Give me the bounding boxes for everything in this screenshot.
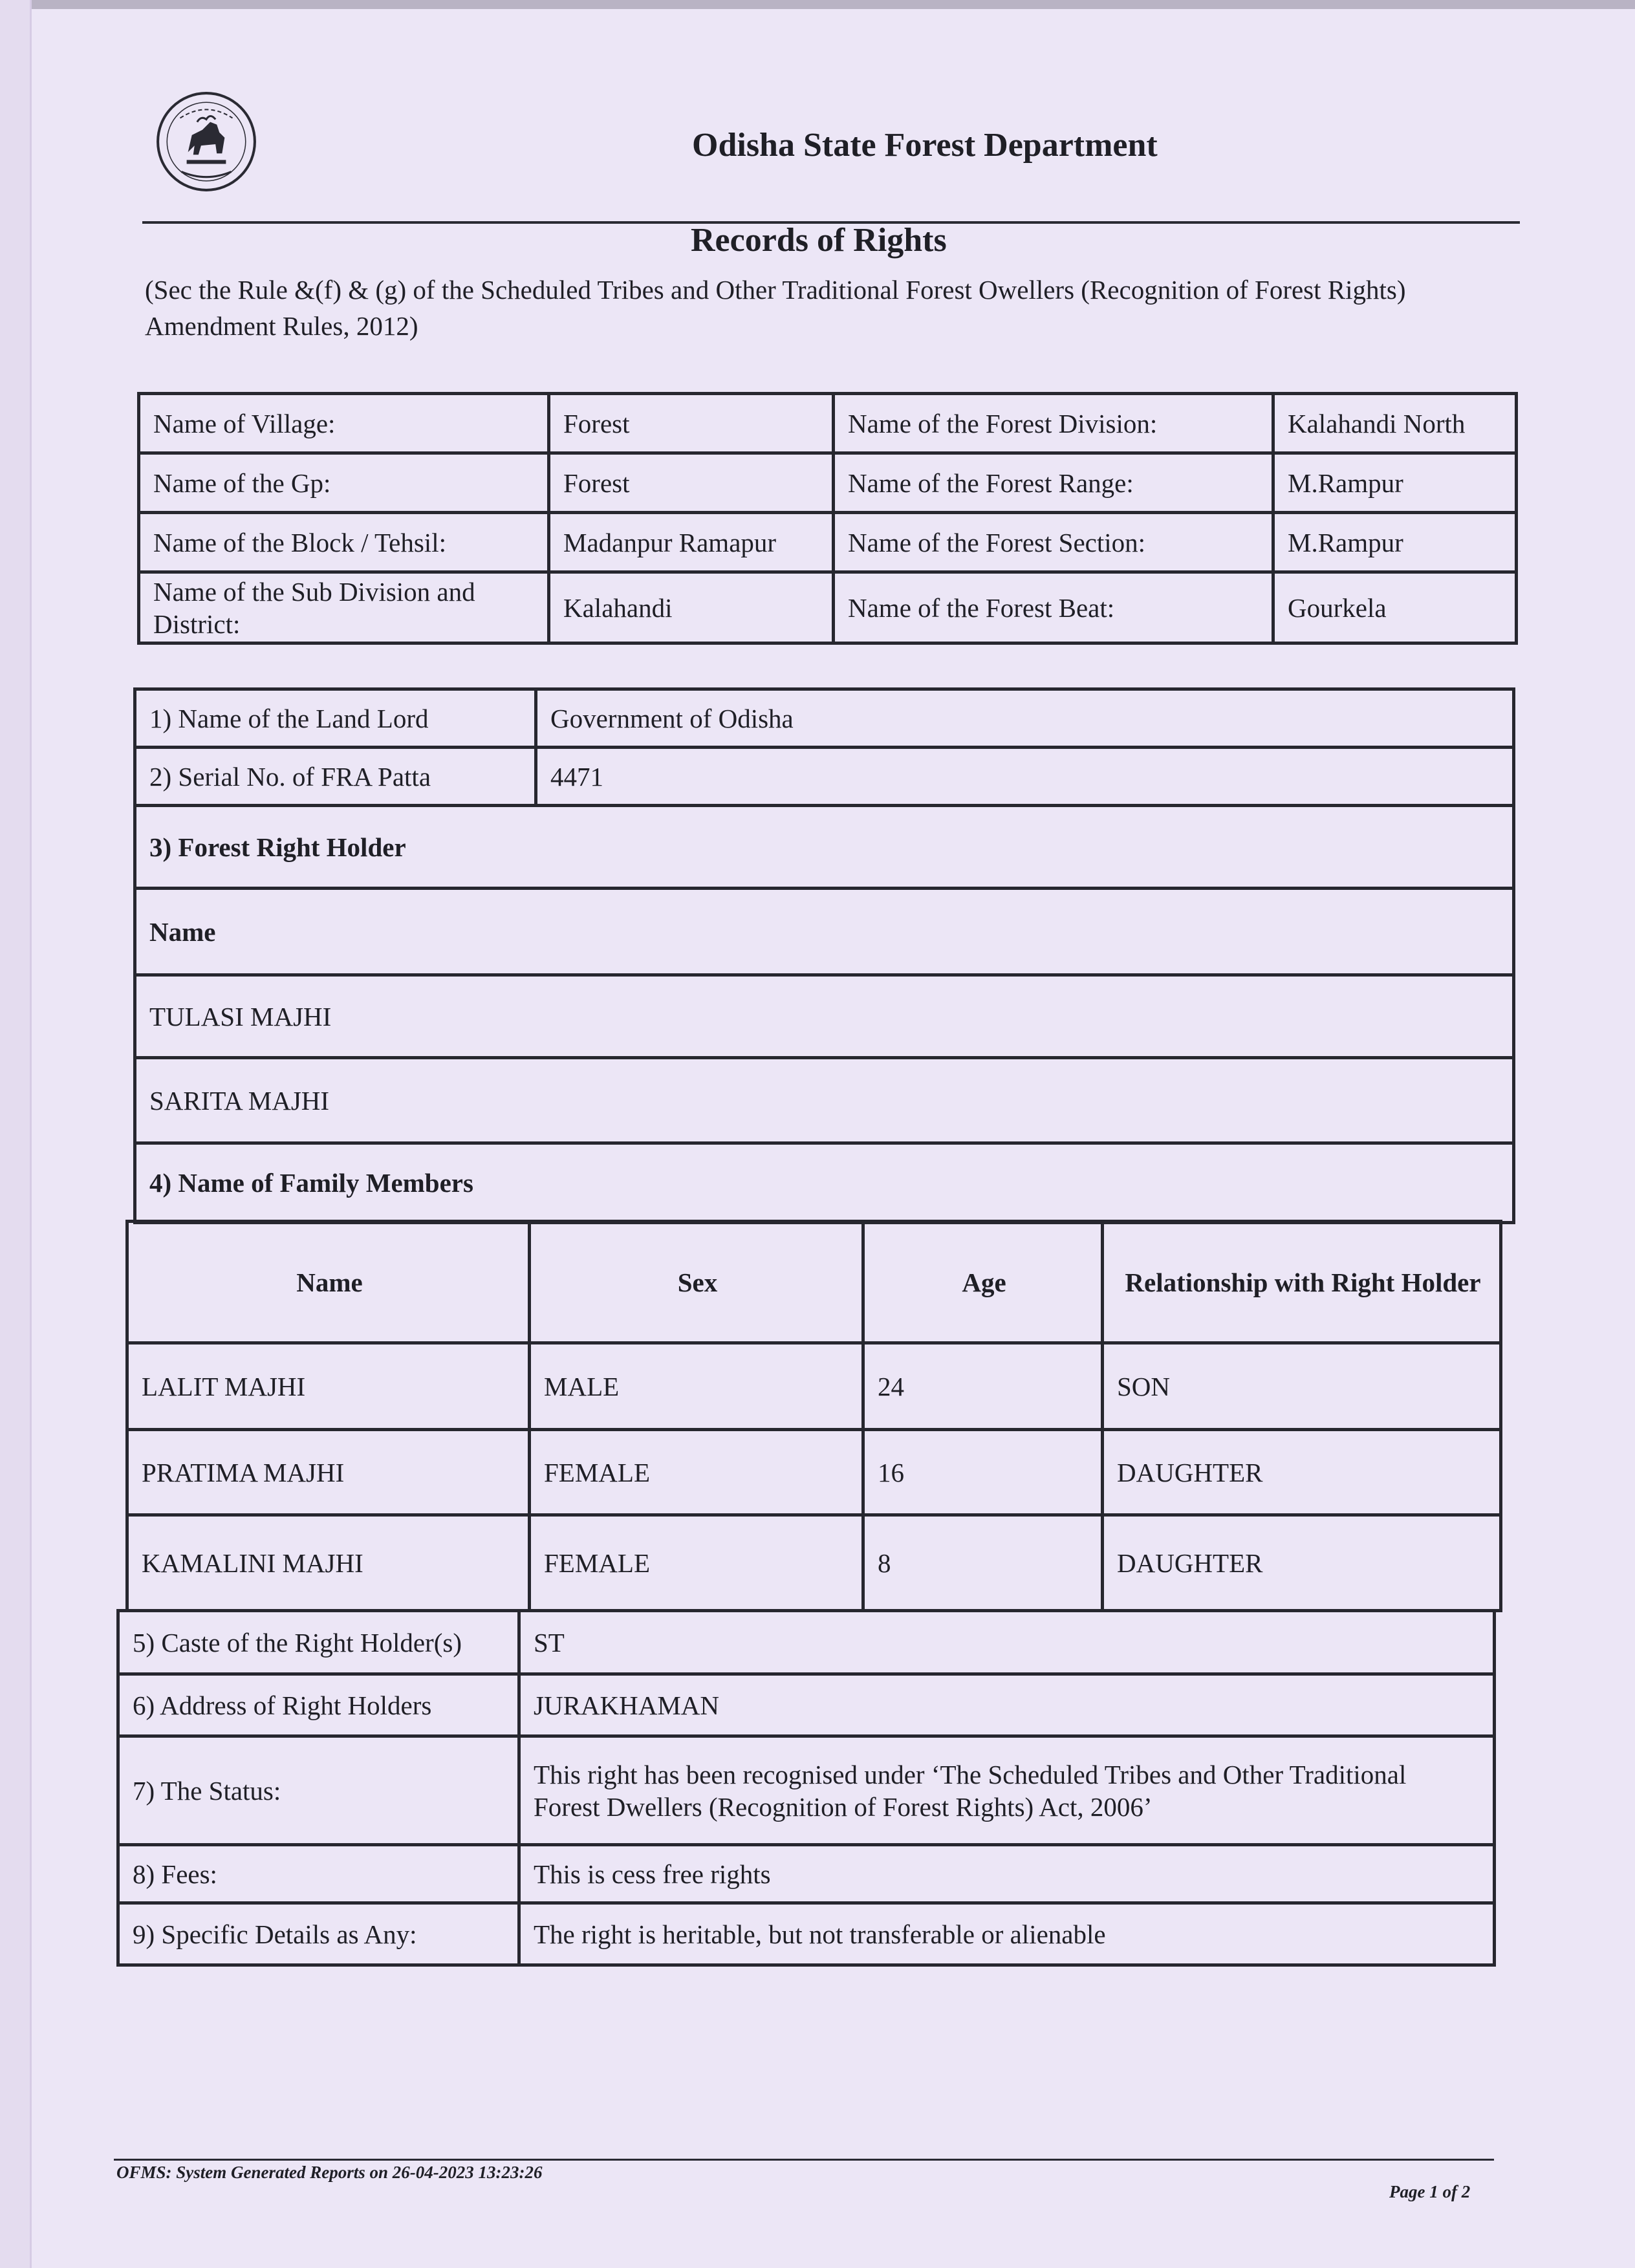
- table-row: [135, 975, 1514, 1058]
- table-row: [135, 806, 1514, 889]
- section-value: M.Rampur: [1273, 513, 1517, 572]
- table-row: [135, 689, 1514, 748]
- family-header-sex: Sex: [530, 1222, 863, 1343]
- table-row: [118, 1845, 1495, 1903]
- member-age: 24: [863, 1343, 1103, 1430]
- family-header-age: Age: [863, 1222, 1103, 1343]
- beat-label: Name of the Forest Beat:: [834, 572, 1273, 643]
- member-sex: MALE: [530, 1343, 863, 1430]
- specific-details-value: The right is heritable, but not transferable or alienable: [519, 1903, 1495, 1965]
- gp-label: Name of the Gp:: [139, 453, 549, 513]
- table-row: [127, 1430, 1501, 1515]
- page-number: Page 1 of 2: [1389, 2182, 1471, 2201]
- serial-label: 2) Serial No. of FRA Patta: [135, 748, 536, 806]
- table-row: [139, 572, 1517, 643]
- member-name: KAMALINI MAJHI: [127, 1515, 530, 1611]
- member-name: PRATIMA MAJHI: [127, 1430, 530, 1515]
- range-value: M.Rampur: [1273, 453, 1517, 513]
- page-left-edge: [0, 0, 32, 2268]
- location-table: [137, 392, 1518, 645]
- table-row: [118, 1674, 1495, 1736]
- footer-divider: [114, 2159, 1494, 2161]
- member-age: 8: [863, 1515, 1103, 1611]
- caste-value: ST: [519, 1611, 1495, 1674]
- member-age: 16: [863, 1430, 1103, 1515]
- table-row: [139, 394, 1517, 453]
- family-members-table: [125, 1220, 1502, 1612]
- member-sex: FEMALE: [530, 1430, 863, 1515]
- table-row: [127, 1343, 1501, 1430]
- division-label: Name of the Forest Division:: [834, 394, 1273, 453]
- family-header-name: Name: [127, 1222, 530, 1343]
- family-members-heading: 4) Name of Family Members: [135, 1143, 1514, 1223]
- village-value: Forest: [549, 394, 834, 453]
- member-relationship: DAUGHTER: [1103, 1515, 1501, 1611]
- table-row: [135, 1143, 1514, 1223]
- holder-name: TULASI MAJHI: [135, 975, 1514, 1058]
- village-label: Name of Village:: [139, 394, 549, 453]
- table-row: [139, 453, 1517, 513]
- landlord-label: 1) Name of the Land Lord: [135, 689, 536, 748]
- holder-name: SARITA MAJHI: [135, 1058, 1514, 1143]
- fees-value: This is cess free rights: [519, 1845, 1495, 1903]
- table-row: [135, 748, 1514, 806]
- footer-generated-text: OFMS: System Generated Reports on 26-04-2023 13:23:26: [116, 2163, 543, 2182]
- member-name: LALIT MAJHI: [127, 1343, 530, 1430]
- table-row: [135, 1058, 1514, 1143]
- caste-label: 5) Caste of the Right Holder(s): [118, 1611, 519, 1674]
- table-row: [118, 1611, 1495, 1674]
- table-row: [139, 513, 1517, 572]
- address-value: JURAKHAMAN: [519, 1674, 1495, 1736]
- table-row: [127, 1515, 1501, 1611]
- specific-details-label: 9) Specific Details as Any:: [118, 1903, 519, 1965]
- family-header-relationship: Relationship with Right Holder: [1103, 1222, 1501, 1343]
- rights-details-table: [116, 1609, 1496, 1967]
- table-row: [127, 1222, 1501, 1343]
- status-label: 7) The Status:: [118, 1736, 519, 1845]
- page-title: Records of Rights: [691, 222, 947, 259]
- address-label: 6) Address of Right Holders: [118, 1674, 519, 1736]
- member-sex: FEMALE: [530, 1515, 863, 1611]
- range-label: Name of the Forest Range:: [834, 453, 1273, 513]
- gp-value: Forest: [549, 453, 834, 513]
- section-label: Name of the Forest Section:: [834, 513, 1273, 572]
- beat-value: Gourkela: [1273, 572, 1517, 643]
- rights-holder-table: [133, 687, 1515, 1224]
- fees-label: 8) Fees:: [118, 1845, 519, 1903]
- serial-value: 4471: [536, 748, 1514, 806]
- member-relationship: SON: [1103, 1343, 1501, 1430]
- holder-name-header: Name: [135, 889, 1514, 975]
- subdivision-value: Kalahandi: [549, 572, 834, 643]
- block-label: Name of the Block / Tehsil:: [139, 513, 549, 572]
- table-row: [118, 1903, 1495, 1965]
- page-top-edge: [0, 0, 1635, 9]
- table-row: [135, 889, 1514, 975]
- block-value: Madanpur Ramapur: [549, 513, 834, 572]
- member-relationship: DAUGHTER: [1103, 1430, 1501, 1515]
- forest-right-holder-heading: 3) Forest Right Holder: [135, 806, 1514, 889]
- landlord-value: Government of Odisha: [536, 689, 1514, 748]
- division-value: Kalahandi North: [1273, 394, 1517, 453]
- odisha-state-emblem-icon: [154, 89, 259, 194]
- page-subtitle: (Sec the Rule &(f) & (g) of the Scheduled Tribes and Other Traditional Forest Owellers (Recognition of Forest Rights) Amendment Rules, 2012): [145, 275, 1406, 341]
- department-title: Odisha State Forest Department: [692, 127, 1158, 164]
- table-row: [118, 1736, 1495, 1845]
- subdivision-label: Name of the Sub Division and District:: [139, 572, 549, 643]
- status-value: This right has been recognised under ‘The Scheduled Tribes and Other Traditional Forest Dwellers (Recognition of Forest Rights) Act, 2006’: [519, 1736, 1495, 1845]
